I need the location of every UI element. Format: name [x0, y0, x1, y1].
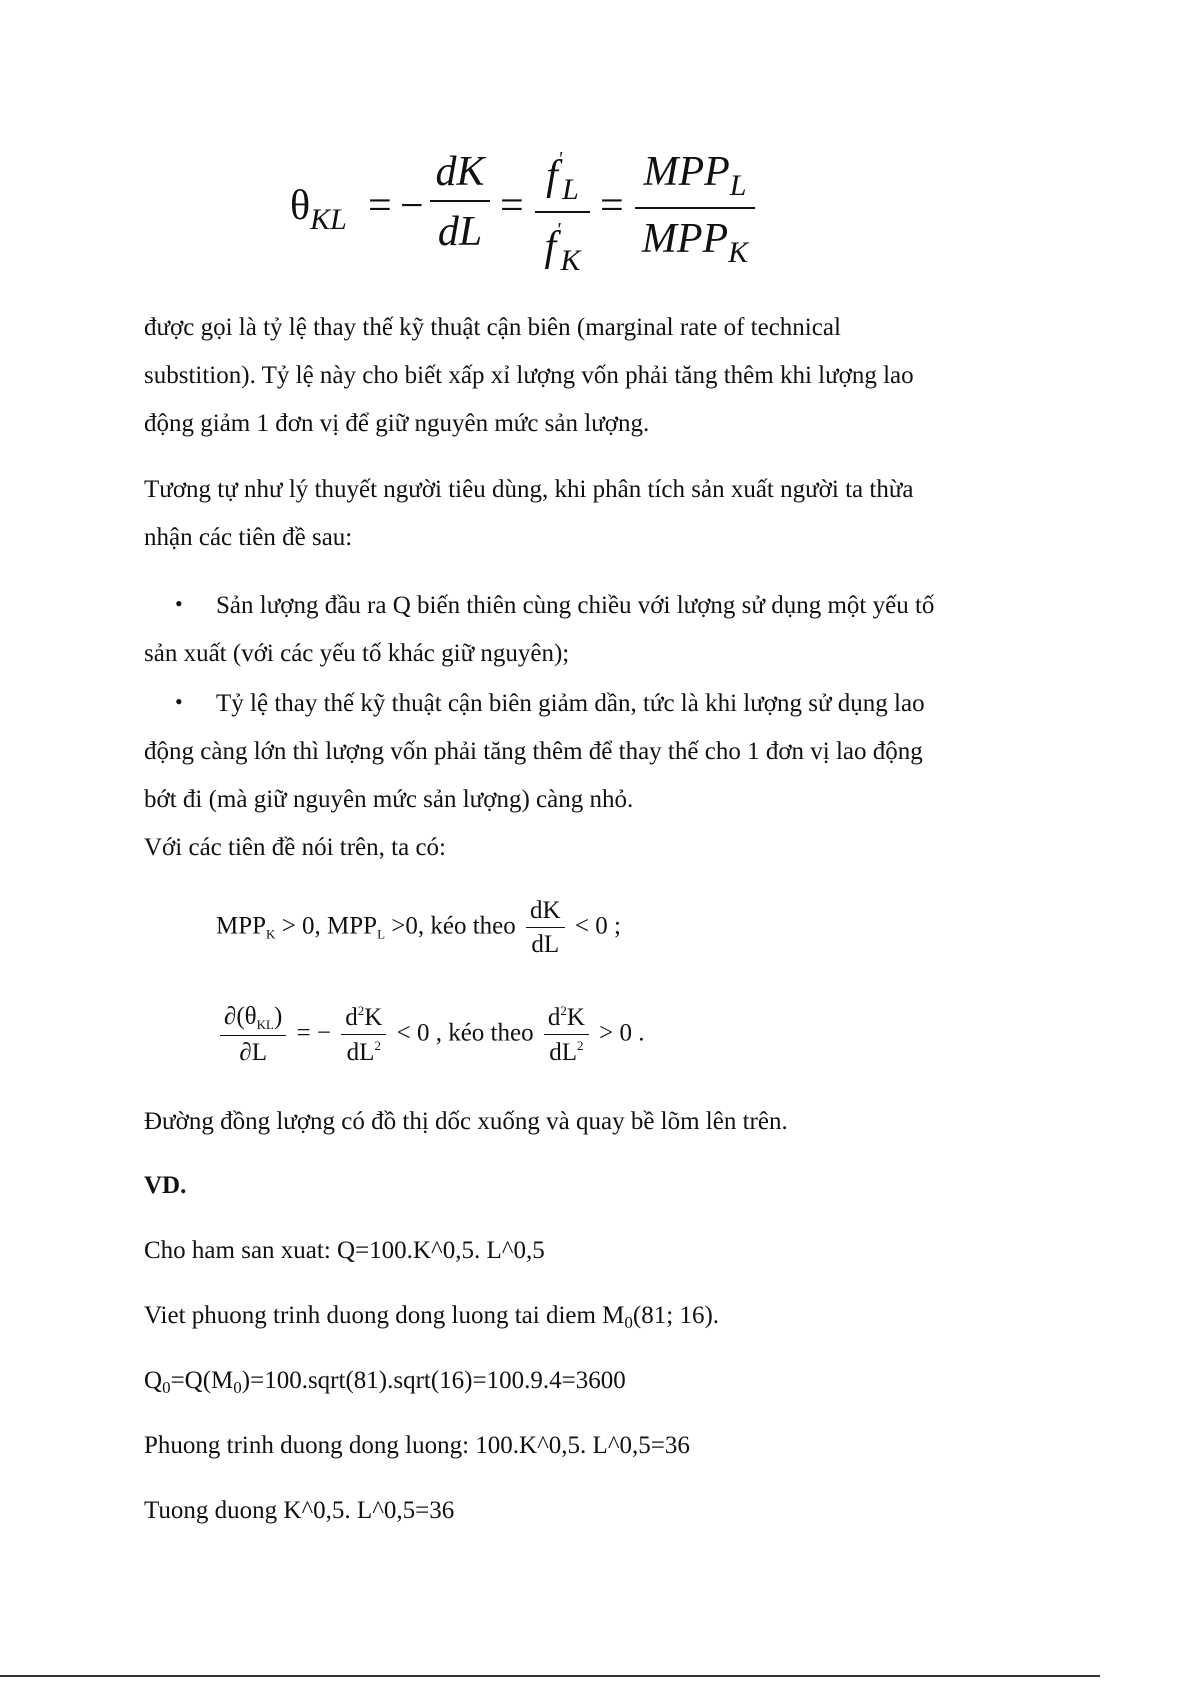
minus-sign: − [400, 183, 424, 229]
equals-sign: = [368, 183, 392, 229]
fraction-dk-dl: dK dL [430, 148, 490, 256]
fraction-d2k-dl2-b: $\frac{d^2K}{dL^2}$ [544, 1003, 589, 1067]
bullet-icon: • [175, 689, 183, 714]
mrts-formula [290, 140, 890, 280]
example-line-3: $Q_0=Q(M_0)=100.sqrt(81).sqrt(16)=100.9.4=3600$ [144, 1367, 626, 1397]
math-line-mpp: $MPP_K > 0$, $MPP_L >0$, kéo theo $\frac{dK}{dL}$ < 0 ; [216, 897, 621, 958]
paragraph-consequence: Với các tiên đề nói trên, ta có: [144, 834, 446, 861]
theta-symbol: $\theta_{KL}$ [290, 183, 347, 236]
footer-divider [0, 1675, 1100, 1677]
example-line-5: Tuong duong K^0,5. L^0,5=36 [144, 1497, 455, 1524]
bullet-item-2: Tỷ lệ thay thế kỹ thuật cận biên giảm dần, tức là khi lượng sử dụng lao động càng lớn thì lượng vốn phải tăng thêm để thay thế cho 1 đơn vị lao động bớt đi (mà giữ nguyên mức sản lượng) càng nhỏ. [144, 690, 925, 813]
bullet-item-1: Sản lượng đầu ra Q biến thiên cùng chiều với lượng sử dụng một yếu tố sản xuất (với các yếu tố khác giữ nguyên); [144, 592, 935, 667]
fraction-d2k-dl2: $\frac{d^2K}{dL^2}$ [341, 1003, 386, 1067]
fraction-dk-dl-small: $\frac{dK}{dL}$ [526, 897, 565, 959]
paragraph-mrts-definition: được gọi là tỷ lệ thay thế kỹ thuật cận biên (marginal rate of technical substition). Tỷ lệ này cho biết xấp xỉ lượng vốn phải tăng thêm khi lượng lao động giảm 1 đơn vị để giữ nguyên mức sản lượng. [144, 314, 914, 437]
fraction-f-prime: $f'_L$ $f'_K$ [535, 148, 590, 278]
paragraph-isoquant-shape: Đường đồng lượng có đồ thị dốc xuống và quay bề lõm lên trên. [144, 1108, 788, 1135]
fraction-mpp: $MPP_L$ $MPP_K$ [635, 148, 755, 270]
paragraph-axioms-intro: Tương tự như lý thuyết người tiêu dùng, khi phân tích sản xuất người ta thừa nhận các tiên đề sau: [144, 476, 914, 551]
equals-sign: = [500, 183, 524, 229]
fraction-partial-theta: $\partial(\theta_{KL})$ ∂L [220, 1003, 286, 1067]
example-line-2: Viet phuong trinh duong dong luong tai diem $M_0(81$; 16). [144, 1302, 720, 1332]
math-line-second-derivative: $\partial(\theta_{KL})$ ∂L = − $\frac{d^2K}{dL^2}$ < 0 , kéo theo $\frac{d^2K}{dL^2}$ > 0 . [216, 1003, 645, 1067]
equals-sign: = [600, 183, 624, 229]
example-heading: VD. [144, 1172, 187, 1199]
example-line-4: Phuong trinh duong dong luong: 100.K^0,5. L^0,5=36 [144, 1432, 690, 1459]
example-line-1: Cho ham san xuat: Q=100.K^0,5. L^0,5 [144, 1237, 545, 1264]
bullet-icon: • [175, 591, 183, 616]
